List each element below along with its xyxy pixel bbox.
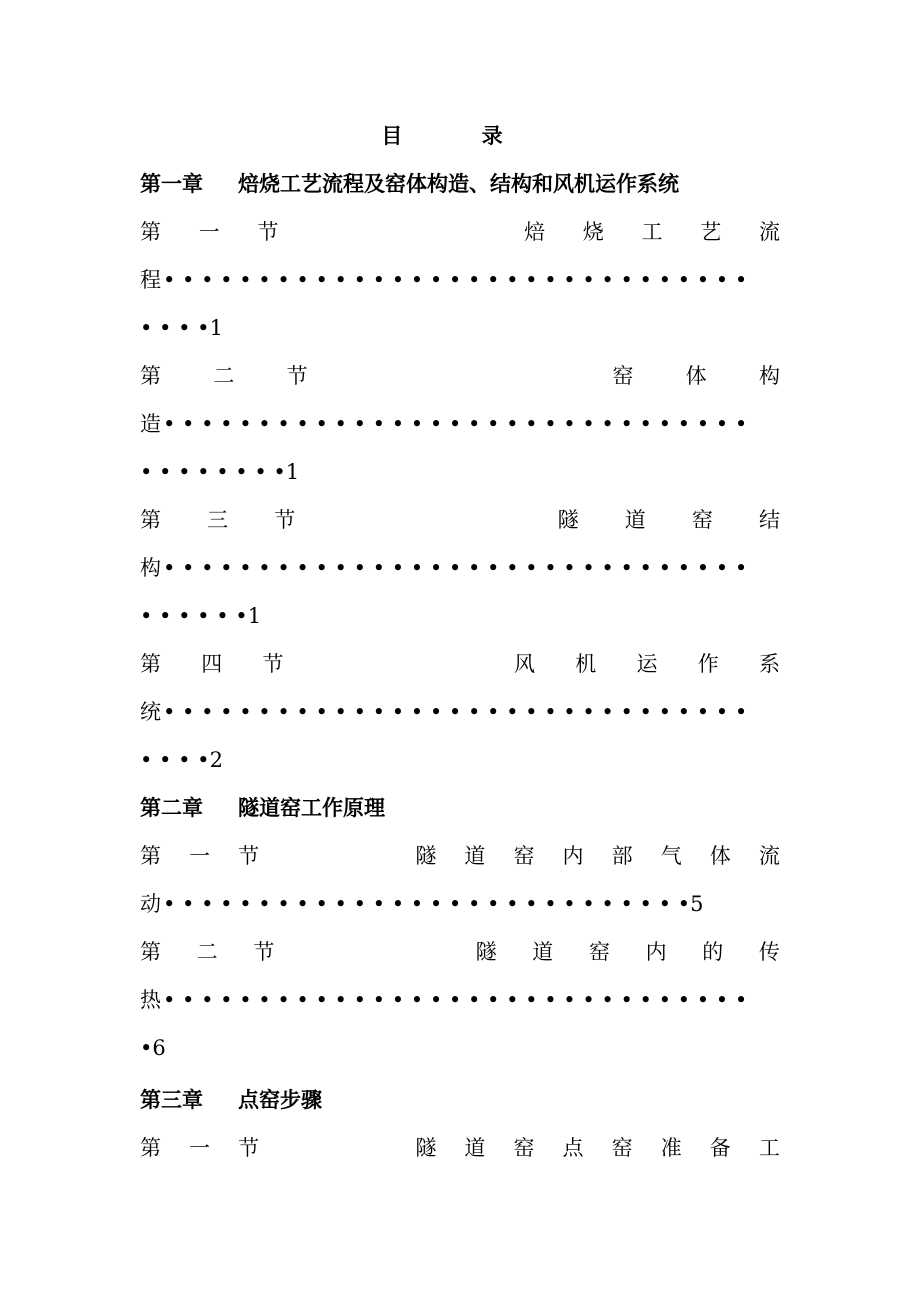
section-1-3-line3 (140, 600, 780, 632)
section-1-1-line3 (140, 312, 780, 344)
dot-leader: • • • • • • • • • • • • • • • • • • • • • • • • • • • • • • • (163, 988, 748, 1012)
page-number: 6 (152, 1036, 166, 1060)
chapter-number: 第二章 (140, 795, 203, 820)
page-number: 1 (247, 604, 262, 628)
chapter-number: 第三章 (140, 1087, 203, 1112)
section-1-2-line1: 第 二 节 窑 体 构 (140, 364, 780, 388)
chapter-2-heading (140, 792, 780, 824)
dot-leader: • • • • • • (140, 604, 248, 628)
chapter-title: 隧道窑工作原理 (238, 795, 385, 820)
section-1-4-line3 (140, 744, 780, 776)
chapter-title: 焙烧工艺流程及窑体构造、结构和风机运作系统 (238, 171, 679, 196)
dot-leader: • (140, 1036, 153, 1060)
dot-leader: • • • • (140, 316, 210, 340)
dot-leader: • • • • • • • • • • • • • • • • • • • • • • • • • • • • • • • (163, 700, 748, 724)
section-1-1-line1: 第 一 节 焙 烧 工 艺 流 (140, 220, 780, 244)
page-number: 2 (209, 748, 223, 772)
section-1-3-line2: 构 • • • • • • • • • • • • • • • • • • • • • • • • • • • • • • • (140, 552, 780, 584)
section-2-2-line3 (140, 1032, 780, 1064)
section-3-1-line1: 第 一 节 隧 道 窑 点 窑 准 备 工 (140, 1136, 780, 1160)
section-1-3-line1: 第 三 节 隧 道 窑 结 (140, 508, 780, 532)
dot-leader: • • • • • • • • • • • • • • • • • • • • • • • • • • • • • • • (163, 556, 748, 580)
chapter-number: 第一章 (140, 171, 203, 196)
page-number: 1 (285, 460, 300, 484)
dot-leader: • • • • (140, 748, 210, 772)
page-number: 5 (690, 892, 704, 916)
dot-leader: • • • • • • • • • • • • • • • • • • • • • • • • • • • • (163, 892, 691, 916)
dot-leader: • • • • • • • • • • • • • • • • • • • • • • • • • • • • • • • (163, 412, 748, 436)
section-2-2-line2: 热 • • • • • • • • • • • • • • • • • • • • • • • • • • • • • • • (140, 984, 780, 1016)
section-1-2-line3 (140, 456, 780, 488)
toc-title: 目 录 (381, 123, 539, 148)
section-2-1-line2: 动 • • • • • • • • • • • • • • • • • • • • • • • • • • • • 5 (140, 888, 780, 920)
section-2-1-line1: 第 一 节 隧 道 窑 内 部 气 体 流 (140, 844, 780, 868)
dot-leader: • • • • • • • • (140, 460, 286, 484)
section-1-2-line2: 造 • • • • • • • • • • • • • • • • • • • • • • • • • • • • • • • (140, 408, 780, 440)
chapter-title: 点窑步骤 (238, 1087, 322, 1112)
section-1-4-line1: 第 四 节 风 机 运 作 系 (140, 652, 780, 676)
section-1-4-line2: 统 • • • • • • • • • • • • • • • • • • • • • • • • • • • • • • • (140, 696, 780, 728)
section-2-2-line1: 第 二 节 隧 道 窑 内 的 传 (140, 940, 780, 964)
dot-leader: • • • • • • • • • • • • • • • • • • • • • • • • • • • • • • • (163, 268, 748, 292)
page-number: 1 (209, 316, 223, 340)
section-1-1-line2: 程 • • • • • • • • • • • • • • • • • • • • • • • • • • • • • • • (140, 264, 780, 296)
chapter-1-heading (140, 168, 780, 200)
chapter-3-heading (140, 1084, 780, 1116)
